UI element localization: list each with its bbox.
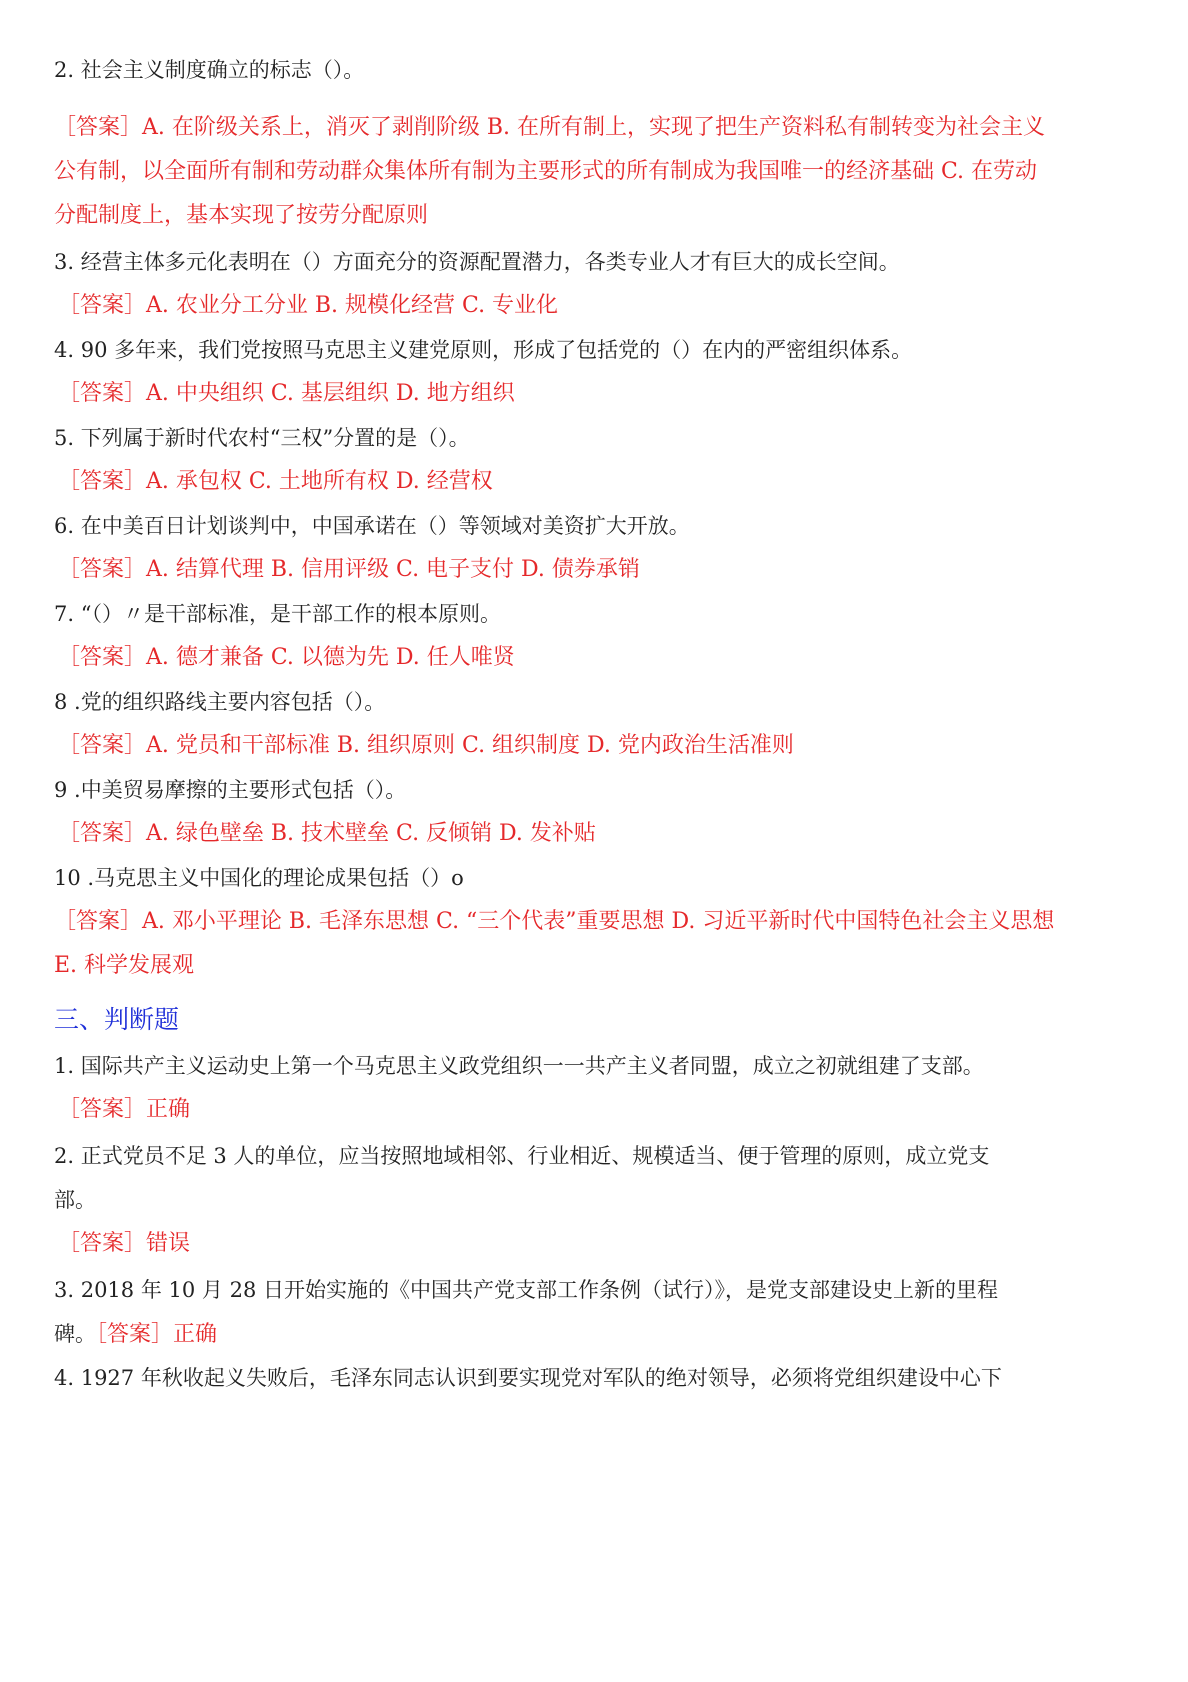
answer-3: ［答案］A. 农业分工分业 B. 规模化经营 C. 专业化	[58, 293, 559, 318]
question-10: 10 .马克思主义中国化的理论成果包括（）o	[54, 866, 464, 890]
question-3: 3. 经营主体多元化表明在（）方面充分的资源配置潜力，各类专业人才有巨大的成长空间。	[54, 250, 900, 274]
section-title-judgment: 三、判断题	[54, 1005, 180, 1034]
answer-8: ［答案］A. 党员和干部标准 B. 组织原则 C. 组织制度 D. 党内政治生活准则	[58, 733, 794, 758]
answer-4: ［答案］A. 中央组织 C. 基层组织 D. 地方组织	[58, 381, 515, 406]
question-4: 4. 90 多年来，我们党按照马克思主义建党原则，形成了包括党的（）在内的严密组织体系。	[54, 338, 913, 362]
judgment-answer-3: ［答案］正确	[96, 1322, 218, 1347]
answer-2-line-2: 公有制，以全面所有制和劳动群众集体所有制为主要形式的所有制成为我国唯一的经济基础 C. 在劳动	[54, 159, 1038, 184]
judgment-answer-2: ［答案］错误	[58, 1231, 191, 1256]
answer-2-line-3: 分配制度上，基本实现了按劳分配原则	[54, 203, 429, 228]
answer-9: ［答案］A. 绿色壁垒 B. 技术壁垒 C. 反倾销 D. 发补贴	[58, 821, 596, 846]
answer-10-line-1: ［答案］A. 邓小平理论 B. 毛泽东思想 C. “三个代表”重要思想 D. 习近平新时代中国特色社会主义思想	[54, 909, 1055, 934]
judgment-3-line-2	[54, 1322, 1134, 1347]
answer-7: ［答案］A. 德才兼备 C. 以德为先 D. 任人唯贤	[58, 645, 515, 670]
answer-6: ［答案］A. 结算代理 B. 信用评级 C. 电子支付 D. 债券承销	[58, 557, 640, 582]
answer-10-line-2: E. 科学发展观	[54, 953, 195, 978]
question-6: 6. 在中美百日计划谈判中，中国承诺在（）等领域对美资扩大开放。	[54, 514, 690, 538]
question-8: 8 .党的组织路线主要内容包括（）。	[54, 690, 386, 714]
judgment-3-continuation: 碑。	[54, 1322, 96, 1346]
question-5: 5. 下列属于新时代农村“三权”分置的是（）。	[54, 426, 470, 450]
judgment-2-line-2: 部。	[54, 1188, 96, 1212]
question-9: 9 .中美贸易摩擦的主要形式包括（）。	[54, 778, 407, 802]
judgment-answer-1: ［答案］正确	[58, 1097, 191, 1122]
judgment-1: 1. 国际共产主义运动史上第一个马克思主义政党组织一一共产主义者同盟，成立之初就组建了支部。	[54, 1054, 984, 1078]
answer-2-line-1: ［答案］A. 在阶级关系上，消灭了剥削阶级 B. 在所有制上，实现了把生产资料私有制转变为社会主义	[54, 115, 1046, 140]
question-2: 2. 社会主义制度确立的标志（）。	[54, 58, 365, 82]
answer-5: ［答案］A. 承包权 C. 土地所有权 D. 经营权	[58, 469, 493, 494]
judgment-3-line-1: 3. 2018 年 10 月 28 日开始实施的《中国共产党支部工作条例（试行）》，是党支部建设史上新的里程	[54, 1278, 998, 1302]
judgment-4: 4. 1927 年秋收起义失败后，毛泽东同志认识到要实现党对军队的绝对领导，必须将党组织建设中心下	[54, 1366, 1002, 1390]
judgment-2-line-1: 2. 正式党员不足 3 人的单位，应当按照地域相邻、行业相近、规模适当、便于管理的原则，成立党支	[54, 1144, 990, 1168]
question-7: 7. “（）〃是干部标准，是干部工作的根本原则。	[54, 602, 501, 626]
